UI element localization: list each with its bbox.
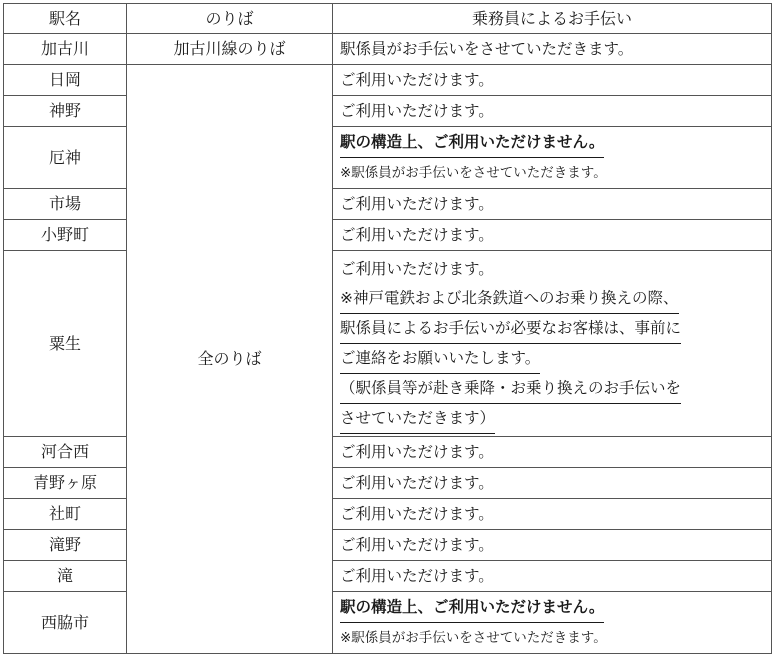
assistance-text: ご利用いただけます。 xyxy=(340,567,494,585)
header-row xyxy=(4,4,772,34)
header-assistance: 乗務員によるお手伝い xyxy=(333,4,772,34)
assistance-text: ご利用いただけます。 xyxy=(340,195,494,213)
staff-assist-note: ※駅係員がお手伝いをさせていただきます。 xyxy=(340,164,607,181)
table-row xyxy=(4,189,772,220)
assistance-cell xyxy=(333,65,772,96)
platform-cell-all: 全のりば xyxy=(127,65,333,654)
header-station: 駅名 xyxy=(4,4,127,34)
transfer-note-line: 駅係員によるお手伝いが必要なお客様は、事前に xyxy=(340,314,681,344)
table-row xyxy=(4,251,772,437)
station-name: 西脇市 xyxy=(4,592,127,654)
assistance-text: ご利用いただけます。 xyxy=(340,71,494,89)
station-name: 神野 xyxy=(4,96,127,127)
assistance-text: ご利用いただけます。 xyxy=(340,102,494,120)
assistance-cell xyxy=(333,251,772,437)
station-name: 粟生 xyxy=(4,251,127,437)
station-name: 社町 xyxy=(4,499,127,530)
assistance-cell xyxy=(333,96,772,127)
assistance-text: ご利用いただけます。 xyxy=(340,474,494,492)
assistance-cell xyxy=(333,437,772,468)
station-name: 日岡 xyxy=(4,65,127,96)
station-name: 滝野 xyxy=(4,530,127,561)
assistance-text: 駅係員がお手伝いをさせていただきます。 xyxy=(340,40,634,58)
unavailable-notice: 駅の構造上、ご利用いただけません。 xyxy=(340,128,604,158)
assistance-cell xyxy=(333,561,772,592)
assistance-cell xyxy=(333,530,772,561)
table-row xyxy=(4,220,772,251)
platform-cell: 加古川線のりば xyxy=(127,34,333,65)
unavailable-notice: 駅の構造上、ご利用いただけません。 xyxy=(340,593,604,623)
table-row xyxy=(4,65,772,96)
table-row xyxy=(4,127,772,189)
assistance-cell xyxy=(333,499,772,530)
table-row xyxy=(4,592,772,654)
table-row xyxy=(4,96,772,127)
transfer-note-line: させていただきます） xyxy=(340,404,495,434)
assistance-text: ご利用いただけます。 xyxy=(340,259,494,278)
table-row xyxy=(4,437,772,468)
staff-assist-note: ※駅係員がお手伝いをさせていただきます。 xyxy=(340,629,607,646)
transfer-note-line: （駅係員等が赴き乗降・お乗り換えのお手伝いを xyxy=(340,374,681,404)
assistance-cell xyxy=(333,220,772,251)
assistance-table-container xyxy=(3,3,772,654)
assistance-cell xyxy=(333,34,772,65)
table-row xyxy=(4,561,772,592)
assistance-text: ご利用いただけます。 xyxy=(340,505,494,523)
assistance-table xyxy=(3,3,772,654)
table-row xyxy=(4,34,772,65)
header-platform: のりば xyxy=(127,4,333,34)
assistance-cell xyxy=(333,592,772,654)
assistance-cell xyxy=(333,127,772,189)
station-name: 滝 xyxy=(4,561,127,592)
table-row xyxy=(4,468,772,499)
assistance-cell xyxy=(333,468,772,499)
station-name: 厄神 xyxy=(4,127,127,189)
station-name: 青野ヶ原 xyxy=(4,468,127,499)
assistance-text: ご利用いただけます。 xyxy=(340,536,494,554)
assistance-text: ご利用いただけます。 xyxy=(340,443,494,461)
transfer-note-line: ※神戸電鉄および北条鉄道へのお乗り換えの際、 xyxy=(340,284,679,314)
station-name: 市場 xyxy=(4,189,127,220)
table-row xyxy=(4,530,772,561)
table-row xyxy=(4,499,772,530)
assistance-text: ご利用いただけます。 xyxy=(340,226,494,244)
station-name: 小野町 xyxy=(4,220,127,251)
assistance-cell xyxy=(333,189,772,220)
transfer-note-line: ご連絡をお願いいたします。 xyxy=(340,344,540,374)
station-name: 加古川 xyxy=(4,34,127,65)
station-name: 河合西 xyxy=(4,437,127,468)
